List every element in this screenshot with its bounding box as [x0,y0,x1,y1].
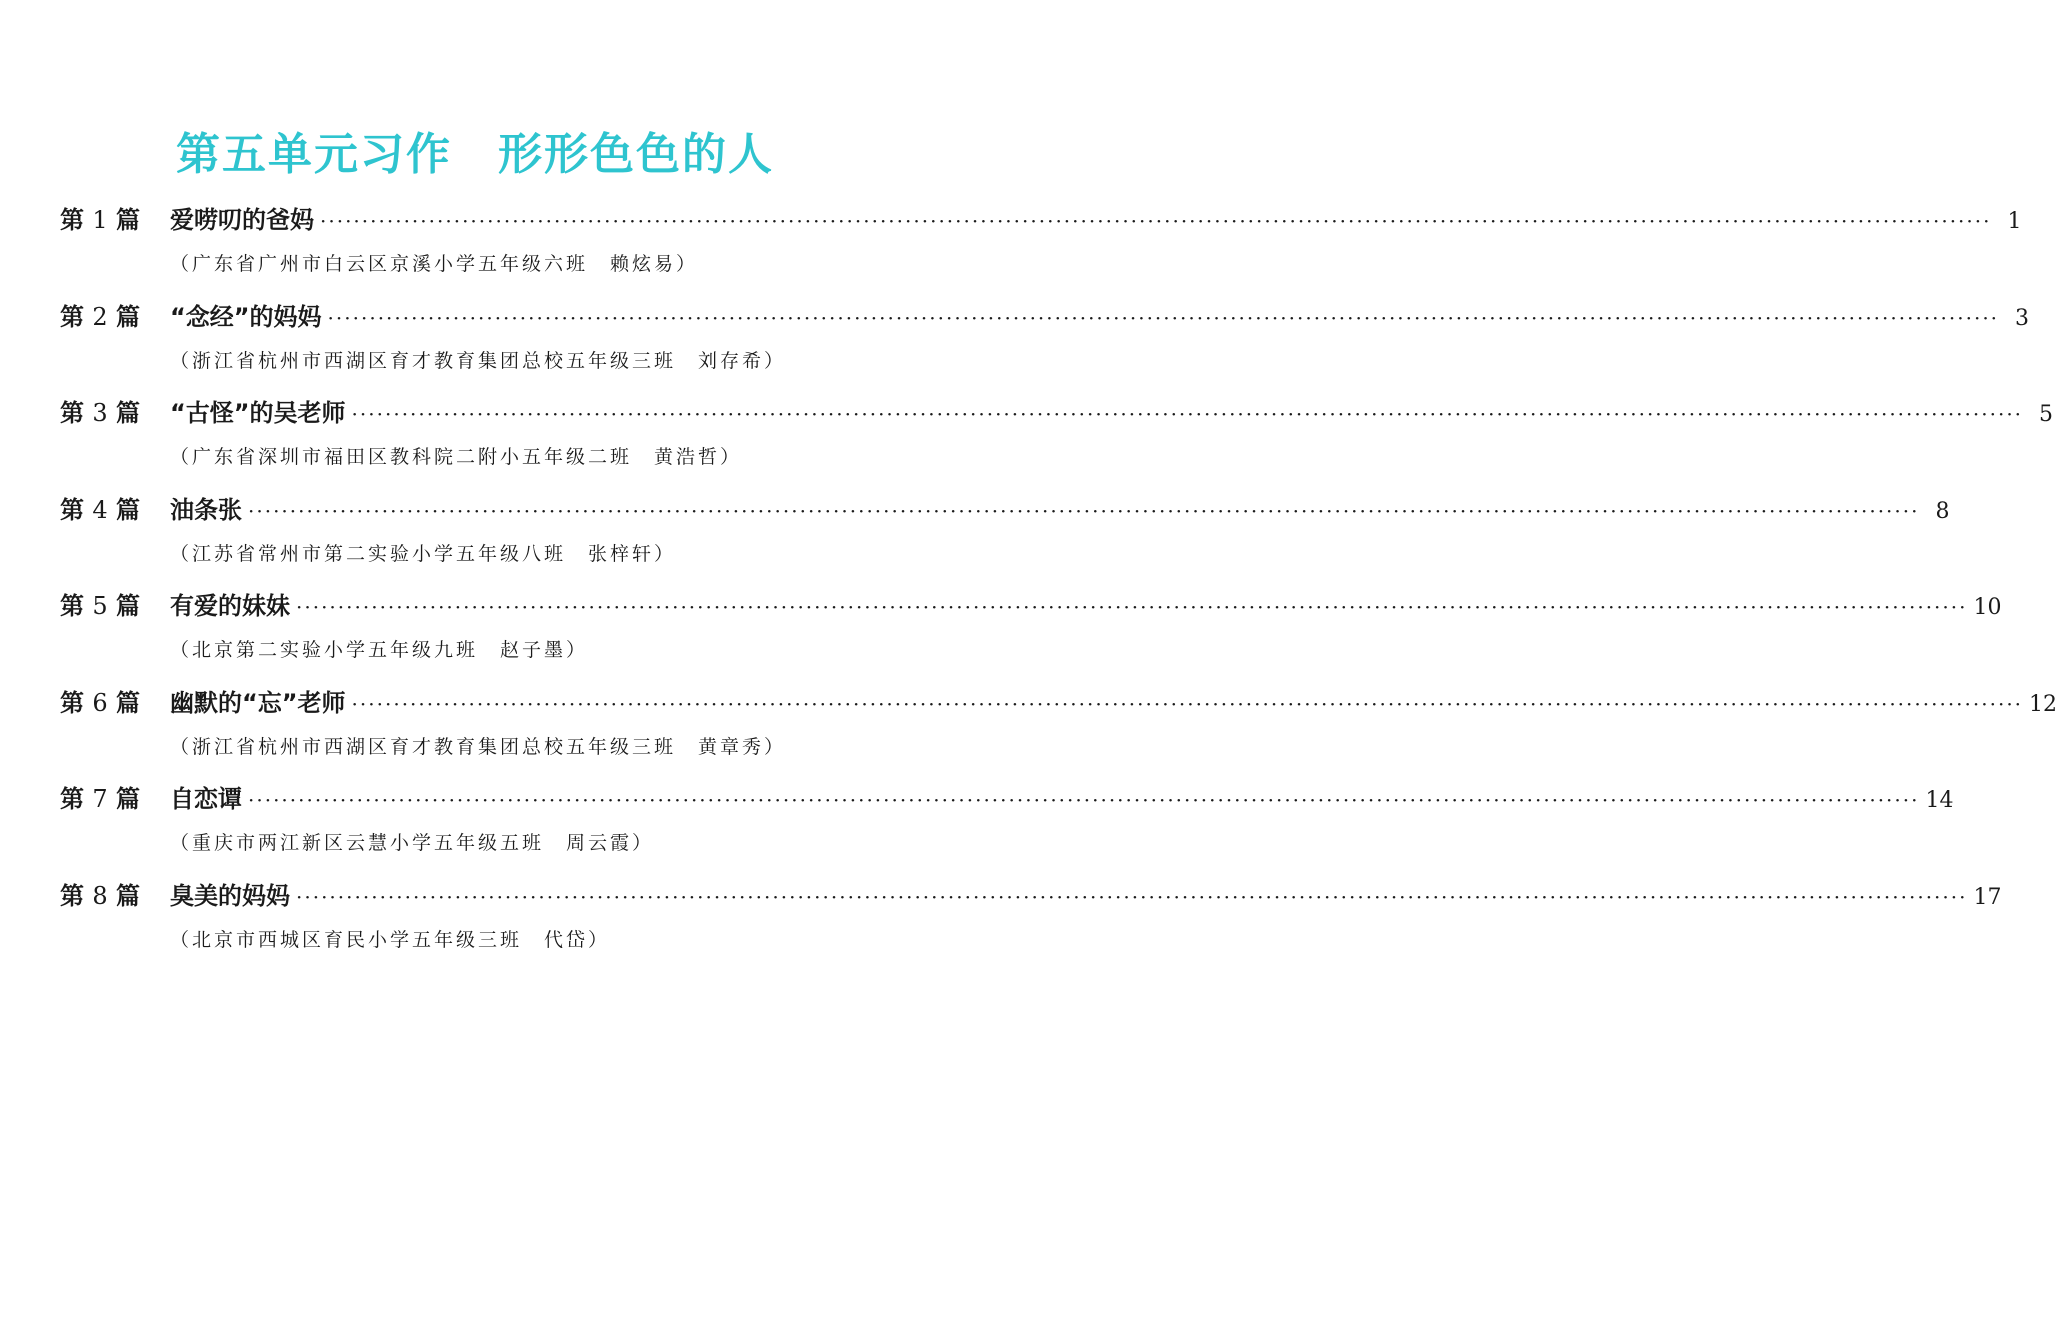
entry-page-number: 17 [1973,884,2002,910]
entry-author: （重庆市两江新区云慧小学五年级五班 周云霞） [170,832,655,854]
toc-entry[interactable] [60,198,2022,295]
entry-title[interactable]: 自恋谭 [170,785,242,813]
toc-entry[interactable] [60,777,1954,874]
dot-leader: ········································································································································································································ [320,209,1992,233]
entry-page-number: 8 [1935,498,1950,524]
toc-entry-line[interactable] [60,391,2054,435]
entry-author: （广东省广州市白云区京溪小学五年级六班 赖炫易） [170,253,699,275]
entry-page-number: 5 [2039,402,2054,427]
dot-leader: ········································································································································································································ [296,884,1968,909]
toc-entry-line[interactable] [60,295,2030,339]
entry-number: 第 3 篇 [60,398,140,427]
toc-entry-line[interactable] [60,198,2022,242]
entry-page-number: 3 [2015,305,2030,331]
dot-leader: ········································································································································································································ [327,305,2000,330]
dot-leader: ········································································································································································································ [248,788,1920,812]
entry-author: （浙江省杭州市西湖区育才教育集团总校五年级三班 刘存希） [170,349,787,372]
entry-number: 第 7 篇 [60,784,140,813]
dot-leader: ········································································································································································································ [296,595,1968,619]
entry-title[interactable]: 爱唠叨的爸妈 [170,206,314,234]
dot-leader: ········································································································································································································ [351,402,2024,426]
entry-number: 第 1 篇 [60,205,140,234]
toc-entry-line[interactable] [60,777,1954,821]
entry-number: 第 8 篇 [60,880,140,910]
entry-page-number: 1 [2007,209,2022,234]
entry-page-number: 12 [2029,691,2057,717]
entry-number: 第 4 篇 [60,494,140,524]
toc-entry[interactable] [60,488,1950,585]
toc-entry-line[interactable] [60,874,2002,918]
dot-leader: ········································································································································································································ [248,498,1920,523]
toc-entry-line[interactable] [60,584,2002,628]
entry-author: （浙江省杭州市西湖区育才教育集团总校五年级三班 黄章秀） [170,735,787,758]
entry-page-number: 14 [1925,788,1954,813]
table-of-contents [60,198,2057,970]
toc-entry[interactable] [60,874,2002,971]
entry-author: （广东省深圳市福田区教科院二附小五年级二班 黄浩哲） [170,446,743,468]
entry-page-number: 10 [1973,595,2002,620]
toc-entry[interactable] [60,391,2054,488]
toc-entry-line[interactable] [60,681,2057,725]
toc-entry-line[interactable] [60,488,1950,532]
entry-number: 第 2 篇 [60,301,140,331]
entry-title[interactable]: “古怪”的吴老师 [170,399,346,427]
entry-author: （北京市西城区育民小学五年级三班 代岱） [170,928,611,951]
entry-author: （北京第二实验小学五年级九班 赵子墨） [170,639,589,661]
entry-title[interactable]: 油条张 [170,495,242,524]
entry-number: 第 6 篇 [60,687,140,717]
page-title: 第五单元习作 形形色色的人 [176,129,774,180]
entry-title[interactable]: 幽默的“忘”老师 [170,688,346,717]
entry-number: 第 5 篇 [60,591,140,620]
entry-title[interactable]: 有爱的妹妹 [170,592,290,620]
entry-title[interactable]: 臭美的妈妈 [170,881,290,910]
entry-title[interactable]: “念经”的妈妈 [170,302,322,331]
toc-entry[interactable] [60,681,2057,778]
toc-entry[interactable] [60,295,2030,392]
entry-author: （江苏省常州市第二实验小学五年级八班 张梓轩） [170,542,677,565]
dot-leader: ········································································································································································································ [351,691,2024,716]
toc-entry[interactable] [60,584,2002,681]
